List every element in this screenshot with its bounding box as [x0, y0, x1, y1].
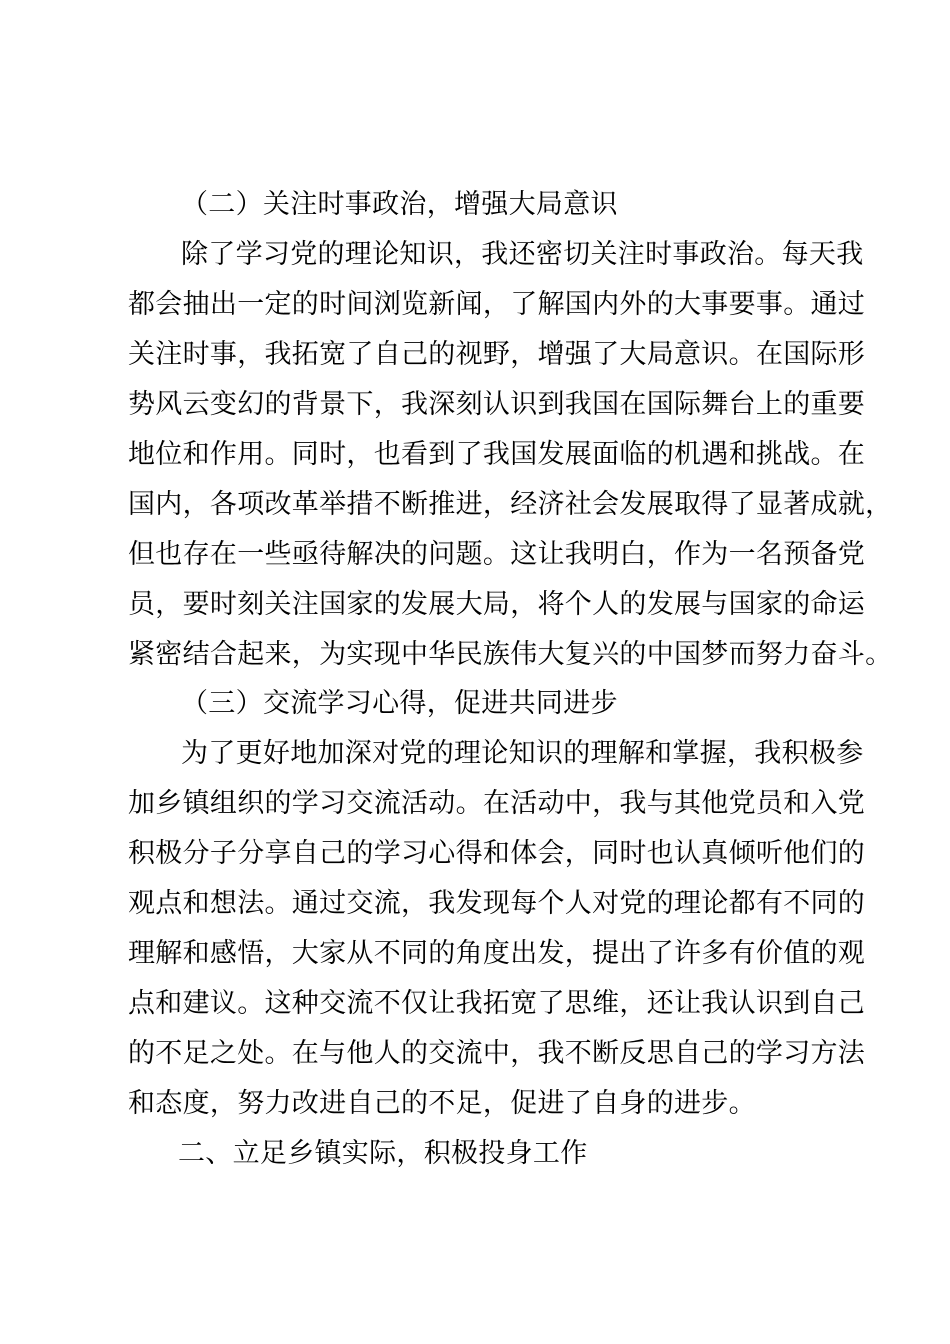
paragraph-line: 点和建议。这种交流不仅让我拓宽了思维，还让我认识到自己	[128, 988, 866, 1019]
paragraph-line: 紧密结合起来，为实现中华民族伟大复兴的中国梦而努力奋斗。	[128, 639, 893, 670]
paragraph-line: 国内，各项改革举措不断推进，经济社会发展取得了显著成就，	[128, 489, 893, 520]
paragraph-line: 加乡镇组织的学习交流活动。在活动中，我与其他党员和入党	[128, 788, 866, 819]
paragraph-line: 除了学习党的理论知识，我还密切关注时事政治。每天我	[181, 239, 864, 270]
paragraph-line: 为了更好地加深对党的理论知识的理解和掌握，我积极参	[181, 738, 864, 769]
paragraph-line: 的不足之处。在与他人的交流中，我不断反思自己的学习方法	[128, 1038, 866, 1069]
part-heading-2: 二、立足乡镇实际，积极投身工作	[178, 1138, 588, 1169]
paragraph-line: 和态度，努力改进自己的不足，促进了自身的进步。	[128, 1088, 756, 1119]
paragraph-line: 但也存在一些亟待解决的问题。这让我明白，作为一名预备党	[128, 539, 866, 570]
paragraph-line: 势风云变幻的背景下，我深刻认识到我国在国际舞台上的重要	[128, 389, 866, 420]
paragraph-line: 关注时事，我拓宽了自己的视野，增强了大局意识。在国际形	[128, 339, 866, 370]
paragraph-line: 观点和想法。通过交流，我发现每个人对党的理论都有不同的	[128, 888, 866, 919]
paragraph-line: 地位和作用。同时，也看到了我国发展面临的机遇和挑战。在	[128, 439, 866, 470]
paragraph-line: 员，要时刻关注国家的发展大局，将个人的发展与国家的命运	[128, 589, 866, 620]
paragraph-line: 积极分子分享自己的学习心得和体会，同时也认真倾听他们的	[128, 838, 866, 869]
section-heading-3: （三）交流学习心得，促进共同进步	[181, 688, 618, 719]
paragraph-line: 都会抽出一定的时间浏览新闻，了解国内外的大事要事。通过	[128, 289, 866, 320]
paragraph-line: 理解和感悟，大家从不同的角度出发，提出了许多有价值的观	[128, 938, 866, 969]
section-heading-2: （二）关注时事政治，增强大局意识	[181, 189, 618, 220]
